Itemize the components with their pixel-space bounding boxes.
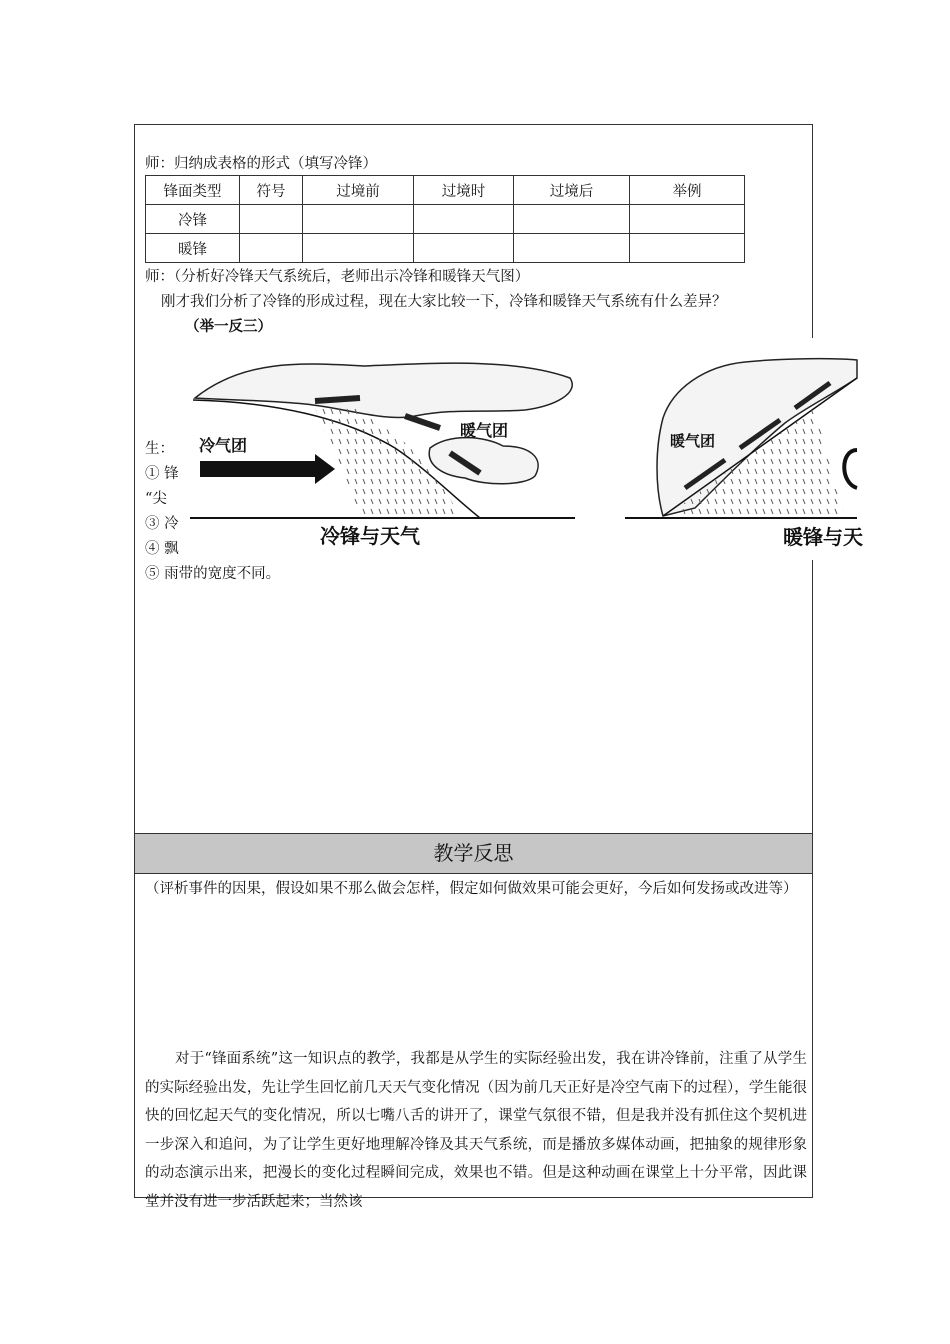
table-row: [146, 234, 745, 263]
table-cell: [240, 205, 303, 234]
table-cell: [514, 234, 630, 263]
table-header-row: [146, 176, 745, 205]
cumulus-cloud: [429, 438, 538, 484]
front-diagram-svg: [185, 338, 863, 560]
cold-front-title: 冷锋与天气: [320, 524, 420, 548]
table-header-cell: 过境前: [303, 176, 414, 205]
cold-air-label: 冷气团: [199, 436, 248, 455]
cold-front-panel: [190, 363, 575, 548]
warm-air-label-warm: 暖气团: [670, 432, 716, 450]
table-cell: [240, 234, 303, 263]
table-cell: [414, 234, 514, 263]
table-cell: [630, 205, 745, 234]
table-cell: [514, 205, 630, 234]
student-line: ④ 飘: [145, 541, 179, 557]
reflection-heading: 教学反思: [135, 833, 812, 874]
front-summary-table: [145, 175, 745, 263]
warm-front-panel: [625, 359, 863, 549]
intro-line: 师：归纳成表格的形式（填写冷锋）: [145, 156, 377, 172]
student-line: ① 锋: [145, 466, 179, 482]
bold-note: （举一反三）: [185, 318, 272, 335]
comparison-question: 刚才我们分析了冷锋的形成过程，现在大家比较一下，冷锋和暖锋天气系统有什么差异？: [161, 294, 727, 310]
warm-front-title: 暖锋与天: [783, 525, 863, 549]
table-cell: 暖锋: [146, 234, 240, 263]
table-cell: [630, 234, 745, 263]
table-header-cell: 过境后: [514, 176, 630, 205]
table-header-cell: 过境时: [414, 176, 514, 205]
cold-front-cloud: [195, 363, 572, 417]
table-header-cell: 锋面类型: [146, 176, 240, 205]
student-line: ⑤ 雨带的宽度不同。: [145, 566, 281, 582]
cold-air-arrow: [200, 461, 318, 477]
rising-air-arrow: [405, 416, 440, 428]
student-line: “尖: [145, 491, 167, 507]
warm-air-label-cold: 暖气团: [460, 421, 509, 440]
front-weather-diagram: [185, 338, 863, 560]
table-row: [146, 205, 745, 234]
table-cell: 冷锋: [146, 205, 240, 234]
teacher-note: 师：（分析好冷锋天气系统后，老师出示冷锋和暖锋天气图）: [145, 269, 530, 285]
table-header-cell: 符号: [240, 176, 303, 205]
table-cell: [414, 205, 514, 234]
table-cell: [303, 205, 414, 234]
cold-air-circulation-arrow: [844, 450, 857, 488]
table-cell: [303, 234, 414, 263]
lesson-frame: [134, 124, 813, 1210]
student-line: ③ 冷: [145, 516, 179, 532]
reflection-paragraph: 对于“锋面系统”这一知识点的教学，我都是从学生的实际经验出发，我在讲冷锋前，注重了从学生的实际经验出发，先让学生回忆前几天天气变化情况（因为前几天正好是冷空气南下的过程），学生能很快的回忆起天气的变化情况，所以七嘴八舌的讲开了，课堂气氛很不错，但是我并没有抓住这个契机进一步深入和追问，为了让学生更好地理解冷锋及其天气系统，而是播放多媒体动画，把抽象的规律形象的动态演示出来，把漫长的变化过程瞬间完成，效果也不错。但是这种动画在课堂上十分平常，因此课堂并没有进一步活跃起来；当然该: [145, 1051, 807, 1210]
reflection-note: （评析事件的因果，假设如果不那么做会怎样，假定如何做效果可能会更好，今后如何发扬或改进等）: [145, 881, 798, 897]
table-header-cell: 举例: [630, 176, 745, 205]
upper-flow-arrow: [315, 398, 360, 401]
cold-air-arrowhead: [315, 454, 335, 484]
student-line: 生：: [145, 441, 174, 457]
